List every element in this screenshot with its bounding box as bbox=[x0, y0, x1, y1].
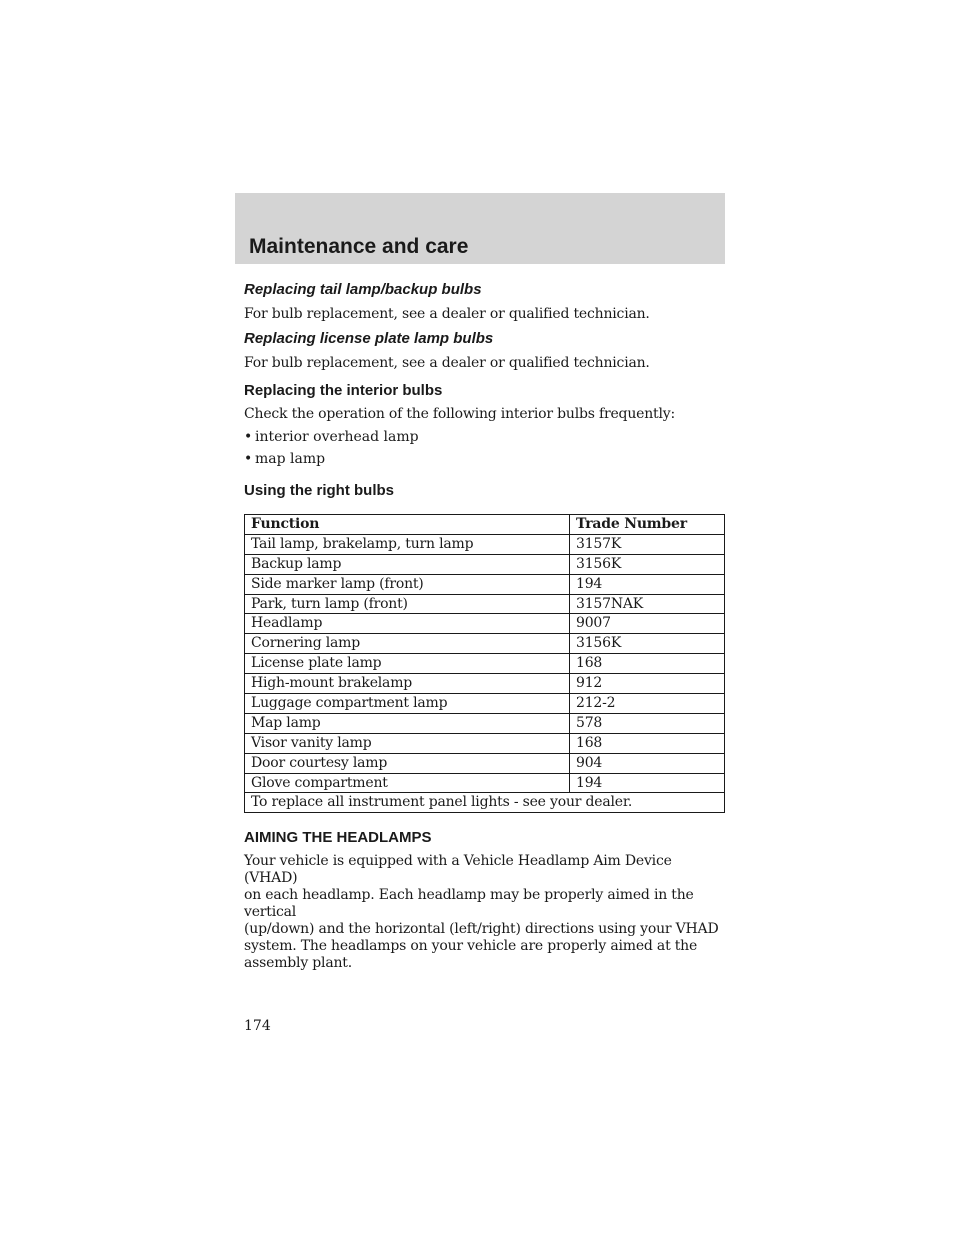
tail-lamp-text: For bulb replacement, see a dealer or qualified technician. bbox=[244, 306, 650, 322]
aiming-headlamps-heading: AIMING THE HEADLAMPS bbox=[244, 829, 432, 847]
bulb-table bbox=[244, 514, 725, 813]
function-cell: Door courtesy lamp bbox=[245, 753, 570, 773]
function-cell: Cornering lamp bbox=[245, 634, 570, 654]
tail-lamp-heading: Replacing tail lamp/backup bulbs bbox=[244, 281, 482, 298]
function-cell: Tail lamp, brakelamp, turn lamp bbox=[245, 534, 570, 554]
trade-number-cell: 3156K bbox=[570, 634, 725, 654]
function-cell: License plate lamp bbox=[245, 654, 570, 674]
table-footer-note: To replace all instrument panel lights - see your dealer. bbox=[245, 793, 725, 813]
right-bulbs-heading: Using the right bulbs bbox=[244, 482, 394, 499]
trade-number-cell: 578 bbox=[570, 713, 725, 733]
trade-number-cell: 912 bbox=[570, 674, 725, 694]
bullet-item bbox=[244, 451, 726, 468]
table-footer-row bbox=[245, 793, 725, 813]
bullet-label: interior overhead lamp bbox=[255, 429, 419, 445]
trade-number-cell: 168 bbox=[570, 654, 725, 674]
text-line: (up/down) and the horizontal (left/right) directions using your VHAD bbox=[244, 921, 719, 938]
bullet-item bbox=[244, 429, 726, 446]
table-header-row bbox=[245, 515, 725, 535]
license-lamp-heading: Replacing license plate lamp bulbs bbox=[244, 330, 494, 347]
table-row bbox=[245, 554, 725, 574]
table-row bbox=[245, 674, 725, 694]
section-header-band bbox=[235, 193, 725, 264]
page-number: 174 bbox=[244, 1018, 271, 1034]
trade-number-cell: 3157NAK bbox=[570, 594, 725, 614]
table-row bbox=[245, 614, 725, 634]
table-row bbox=[245, 594, 725, 614]
table-row bbox=[245, 753, 725, 773]
column-header-trade-number: Trade Number bbox=[570, 515, 725, 535]
bullet-icon: • bbox=[244, 451, 253, 467]
text-line: on each headlamp. Each headlamp may be properly aimed in the vertical bbox=[244, 887, 694, 921]
function-cell: Luggage compartment lamp bbox=[245, 694, 570, 714]
trade-number-cell: 9007 bbox=[570, 614, 725, 634]
table-row bbox=[245, 694, 725, 714]
function-cell: Backup lamp bbox=[245, 554, 570, 574]
column-header-function: Function bbox=[245, 515, 570, 535]
trade-number-cell: 168 bbox=[570, 733, 725, 753]
bullet-label: map lamp bbox=[255, 451, 326, 467]
interior-bulbs-heading: Replacing the interior bulbs bbox=[244, 382, 443, 399]
table-row bbox=[245, 574, 725, 594]
table-row bbox=[245, 534, 725, 554]
license-lamp-text: For bulb replacement, see a dealer or qualified technician. bbox=[244, 355, 650, 371]
page-content bbox=[244, 274, 726, 978]
function-cell: Headlamp bbox=[245, 614, 570, 634]
trade-number-cell: 3156K bbox=[570, 554, 725, 574]
text-line: Your vehicle is equipped with a Vehicle Headlamp Aim Device (VHAD) bbox=[244, 853, 672, 887]
function-cell: Map lamp bbox=[245, 713, 570, 733]
table-row bbox=[245, 733, 725, 753]
trade-number-cell: 904 bbox=[570, 753, 725, 773]
aiming-headlamps-text bbox=[244, 853, 726, 972]
table-row bbox=[245, 773, 725, 793]
table-row bbox=[245, 713, 725, 733]
interior-bulbs-text: Check the operation of the following interior bulbs frequently: bbox=[244, 406, 675, 422]
function-cell: Park, turn lamp (front) bbox=[245, 594, 570, 614]
table-row bbox=[245, 634, 725, 654]
function-cell: Side marker lamp (front) bbox=[245, 574, 570, 594]
function-cell: Visor vanity lamp bbox=[245, 733, 570, 753]
trade-number-cell: 194 bbox=[570, 773, 725, 793]
text-line: system. The headlamps on your vehicle are properly aimed at the bbox=[244, 938, 698, 955]
bullet-icon: • bbox=[244, 429, 253, 445]
trade-number-cell: 194 bbox=[570, 574, 725, 594]
trade-number-cell: 3157K bbox=[570, 534, 725, 554]
section-title: Maintenance and care bbox=[249, 235, 469, 258]
text-line: assembly plant. bbox=[244, 955, 352, 972]
function-cell: High-mount brakelamp bbox=[245, 674, 570, 694]
trade-number-cell: 212-2 bbox=[570, 694, 725, 714]
table-row bbox=[245, 654, 725, 674]
function-cell: Glove compartment bbox=[245, 773, 570, 793]
